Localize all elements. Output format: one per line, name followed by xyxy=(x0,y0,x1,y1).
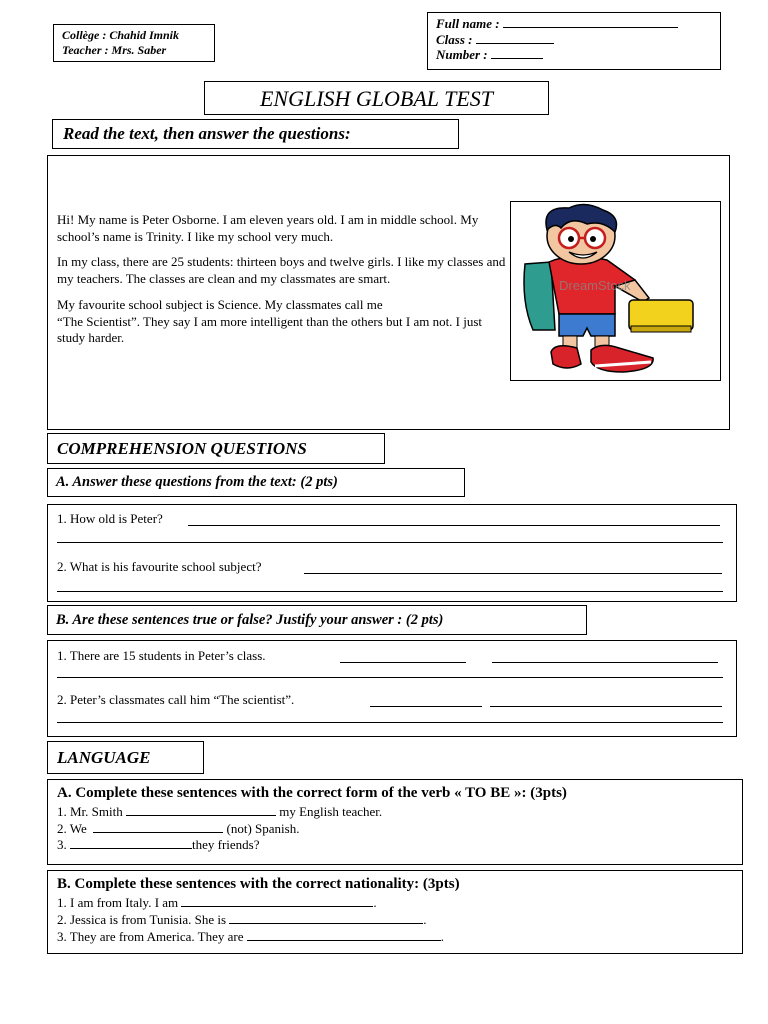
comprehension-heading: COMPREHENSION QUESTIONS xyxy=(47,433,385,464)
verb-sentence-3 xyxy=(57,837,260,853)
section-b-heading: B. Are these sentences true or false? Justify your answer : (2 pts) xyxy=(47,605,587,635)
school-info-box xyxy=(53,24,215,62)
student-info-box xyxy=(427,12,721,70)
verb-3-start: 3. xyxy=(57,837,67,852)
class-blank[interactable] xyxy=(476,32,554,44)
justify-b2-line-1[interactable] xyxy=(490,706,722,707)
nationality-sentence-2 xyxy=(57,912,427,928)
section-a-questions xyxy=(47,504,737,602)
passage-paragraph-3-rest: “The Scientist”. They say I am more intelligent than the others but I am not. I just study harder. xyxy=(57,313,483,346)
verb-to-be-section xyxy=(47,779,743,865)
nationality-section xyxy=(47,870,743,954)
reading-instruction: Read the text, then answer the questions: xyxy=(52,119,459,149)
verb-sentence-2 xyxy=(57,821,299,837)
full-name-label: Full name : xyxy=(436,16,500,31)
passage-paragraph-3 xyxy=(57,297,507,347)
number-field[interactable] xyxy=(436,47,720,63)
verb-1-end: my English teacher. xyxy=(279,804,383,819)
section-b-questions xyxy=(47,640,737,737)
true-false-b2-blank[interactable] xyxy=(370,706,482,707)
justify-b1-line-2[interactable] xyxy=(57,677,723,678)
reading-passage-box xyxy=(47,155,730,430)
nationality-3-period: . xyxy=(440,929,444,944)
passage-paragraph-3-line-1: My favourite school subject is Science. My classmates call me xyxy=(57,296,383,312)
student-illustration xyxy=(510,201,721,381)
page-title: ENGLISH GLOBAL TEST xyxy=(204,81,549,115)
class-field[interactable] xyxy=(436,32,720,48)
language-heading: LANGUAGE xyxy=(47,741,204,774)
verb-1-blank[interactable] xyxy=(126,804,276,816)
nationality-2-period: . xyxy=(423,912,427,927)
class-label: Class : xyxy=(436,31,473,47)
verb-sentence-1 xyxy=(57,804,382,820)
justify-b2-line-2[interactable] xyxy=(57,722,723,723)
section-a-heading: A. Answer these questions from the text: (2 pts) xyxy=(47,468,465,497)
nationality-2-start: 2. Jessica is from Tunisia. She is xyxy=(57,912,227,927)
question-a2: 2. What is his favourite school subject? xyxy=(57,559,262,574)
illustration-watermark: DreamStock xyxy=(559,278,631,293)
verb-2-start: 2. We xyxy=(57,821,87,836)
verb-1-start: 1. Mr. Smith xyxy=(57,804,123,819)
answer-a2-line-2[interactable] xyxy=(57,591,723,592)
verb-section-heading: A. Complete these sentences with the correct form of the verb « TO BE »: (3pts) xyxy=(57,785,567,801)
number-blank[interactable] xyxy=(491,47,543,59)
passage-paragraph-2: In my class, there are 25 students: thirteen boys and twelve girls. I like my classes and my teachers. The classes are clean and my classmates are smart. xyxy=(57,254,506,287)
school-name: Collège : Chahid Imnik xyxy=(62,28,180,42)
verb-2-end: (not) Spanish. xyxy=(226,821,300,836)
nationality-sentence-3 xyxy=(57,929,444,945)
verb-2-blank[interactable] xyxy=(93,821,223,833)
true-false-b1-blank[interactable] xyxy=(340,662,466,663)
nationality-section-heading: B. Complete these sentences with the correct nationality: (3pts) xyxy=(57,876,460,892)
number-label: Number : xyxy=(436,47,488,62)
reading-passage xyxy=(57,212,507,356)
full-name-field[interactable] xyxy=(436,16,720,32)
nationality-3-blank[interactable] xyxy=(247,929,441,941)
answer-a2-line-1[interactable] xyxy=(304,573,722,574)
nationality-2-blank[interactable] xyxy=(229,912,423,924)
answer-a1-line-2[interactable] xyxy=(57,542,723,543)
justify-b1-line-1[interactable] xyxy=(492,662,718,663)
nationality-sentence-1 xyxy=(57,895,377,911)
answer-a1-line-1[interactable] xyxy=(188,525,720,526)
nationality-1-period: . xyxy=(373,895,377,910)
teacher-name: Teacher : Mrs. Saber xyxy=(62,43,167,57)
verb-3-end: they friends? xyxy=(192,837,260,852)
verb-3-blank[interactable] xyxy=(70,837,192,849)
nationality-3-start: 3. They are from America. They are xyxy=(57,929,244,944)
nationality-1-start: 1. I am from Italy. I am xyxy=(57,895,179,910)
statement-b1: 1. There are 15 students in Peter’s class. xyxy=(57,648,266,663)
nationality-1-blank[interactable] xyxy=(181,895,373,907)
question-a1: 1. How old is Peter? xyxy=(57,511,163,526)
passage-paragraph-1: Hi! My name is Peter Osborne. I am eleven years old. I am in middle school. My school’s name is Trinity. I like my school very much. xyxy=(57,212,479,244)
full-name-blank[interactable] xyxy=(503,16,678,28)
statement-b2: 2. Peter’s classmates call him “The scientist”. xyxy=(57,692,295,707)
